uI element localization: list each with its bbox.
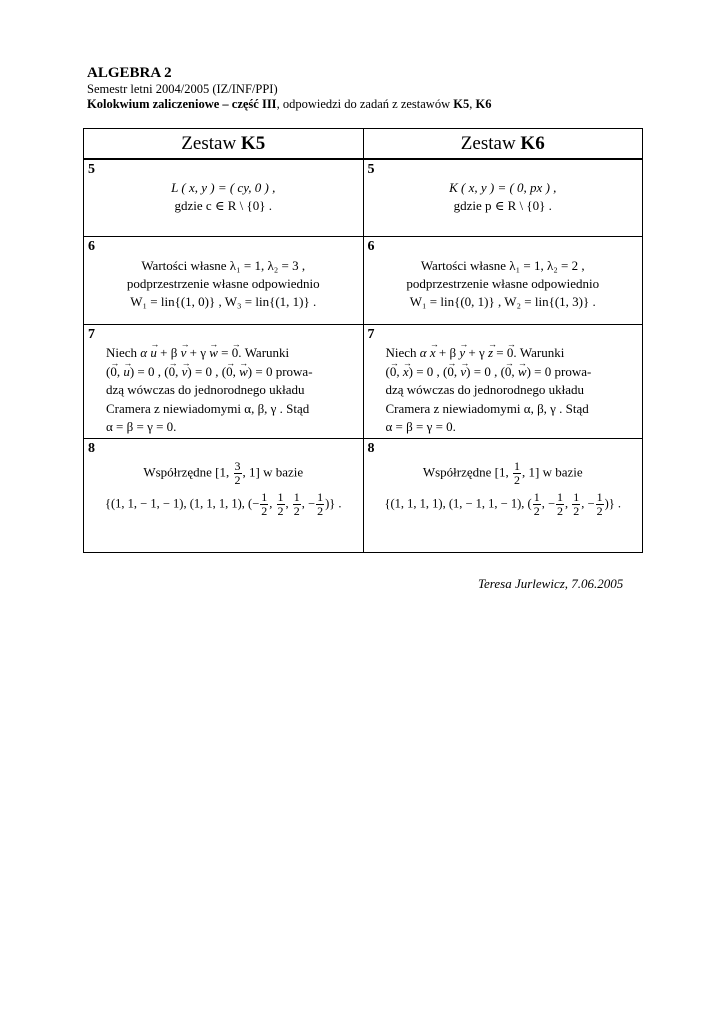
author-signature: Teresa Jurlewicz, 7.06.2005 (478, 576, 624, 591)
course-title: ALGEBRA 2 (87, 65, 172, 81)
answer-k6-task8 (363, 439, 643, 553)
task-number: 8 (367, 441, 375, 456)
answer-k6-task7 (363, 325, 643, 439)
task-row-5 (84, 159, 643, 237)
basis-line: {(1, 1, 1, 1), (1, − 1, 1, − 1), ( $\frac{1}{2}$ , − $\frac{1}{2}$ , $\frac{1}{2}$ , − $\frac{1}{2}$ )} . (384, 490, 621, 518)
answer-line: (→ 0, → u) = 0 , (→ 0, → v) = 0 , (→ 0, → w) = 0 prowa- (106, 363, 355, 382)
fraction: $\frac{3}{2}$ (234, 459, 241, 487)
task-number: 5 (367, 162, 375, 177)
column-header-k5: Zestaw K5 (84, 129, 364, 160)
subtitle-set-b: K6 (475, 97, 492, 111)
answer-line: Niech α → u + β → v + γ → w = → 0. Warunki (106, 344, 355, 363)
task-number: 7 (367, 327, 375, 342)
fraction: $\frac{1}{2}$ (557, 490, 563, 518)
answer-k5-task6 (84, 237, 364, 325)
task-number: 6 (367, 239, 375, 254)
answer-k5-task7 (84, 325, 364, 439)
answer-line: Niech α → x + β → y + γ → z = → 0. Warunki (386, 344, 635, 363)
answer-line: podprzestrzenie własne odpowiednio (126, 276, 320, 291)
semester-line: Semestr letni 2004/2005 (IZ/INF/PPI) (87, 82, 278, 96)
fraction: $\frac{1}{2}$ (533, 490, 540, 518)
task-number: 8 (88, 441, 95, 456)
fraction: $\frac{1}{2}$ (261, 490, 268, 518)
column-header-k6: Zestaw K6 (363, 129, 643, 160)
answer-k5-task8 (84, 439, 364, 553)
task-number: 7 (88, 327, 95, 342)
answer-line: Cramera z niewiadomymi α, β, γ . Stąd (385, 400, 589, 416)
answer-line: α = β = γ = 0. (385, 419, 456, 434)
answer-line: gdzie p ∈ R \ {0} . (453, 198, 552, 213)
answer-k6-task5 (363, 159, 643, 237)
answer-line: (→ 0, → x) = 0 , (→ 0, → v) = 0 , (→ 0, → w) = 0 prowa- (386, 363, 635, 382)
answer-line: K ( x, y ) = ( 0, px ) , (449, 180, 557, 195)
subtitle-rest: , odpowiedzi do zadań z zestawów (276, 97, 454, 111)
answer-line: W₁ = lin{(1, 0)} , W₃ = lin{(1, 1)} . (130, 294, 317, 309)
task-row-6 (84, 237, 643, 325)
document-header (87, 64, 491, 112)
answer-paragraph (364, 344, 643, 437)
answer-line: α = β = γ = 0. (106, 419, 177, 434)
fraction: $\frac{1}{2}$ (573, 490, 580, 518)
task-number: 6 (88, 239, 95, 254)
fraction: $\frac{1}{2}$ (514, 459, 521, 487)
subtitle-set-a: K5 (453, 97, 470, 111)
answer-line: L ( x, y ) = ( cy, 0 ) , (171, 180, 276, 195)
answer-line: dzą wówczas do jednorodnego układu (385, 382, 585, 397)
answer-line: gdzie c ∈ R \ {0} . (174, 198, 273, 213)
answer-line: Wartości własne λ₁ = 1, λ₂ = 2 , (420, 258, 585, 273)
fraction: $\frac{1}{2}$ (277, 490, 284, 518)
subtitle-conj: , (469, 97, 476, 111)
fraction: $\frac{1}{2}$ (317, 490, 324, 518)
basis-line: {(1, 1, − 1, − 1), (1, 1, 1, 1), (− $\frac{1}{2}$ , $\frac{1}{2}$ , $\frac{1}{2}$ , − $\frac{1}{2}$ )} . (105, 490, 342, 518)
fraction: $\frac{1}{2}$ (596, 490, 603, 518)
answer-k6-task6 (363, 237, 643, 325)
answer-line: W₁ = lin{(0, 1)} , W₂ = lin{(1, 3)} . (409, 294, 596, 309)
answer-line: Wartości własne λ₁ = 1, λ₂ = 3 , (141, 258, 306, 273)
task-number: 5 (88, 162, 95, 177)
task-row-7 (84, 325, 643, 439)
answer-k5-task5 (84, 159, 364, 237)
answer-line: dzą wówczas do jednorodnego układu (106, 382, 305, 397)
fraction: $\frac{1}{2}$ (293, 490, 300, 518)
coordinates-line: Współrzędne [1, $\frac{1}{2}$ , 1] w bazie (422, 459, 583, 487)
subtitle-line (87, 97, 491, 112)
answers-table (83, 128, 643, 553)
table-header-row (84, 129, 643, 160)
coordinates-line: Współrzędne [1, $\frac{3}{2}$ , 1] w bazie (143, 459, 304, 487)
task-row-8 (84, 439, 643, 553)
subtitle-bold: Kolokwium zaliczeniowe – część III (87, 97, 277, 111)
answer-line: Cramera z niewiadomymi α, β, γ . Stąd (106, 400, 310, 416)
answer-paragraph (84, 344, 363, 437)
answer-line: podprzestrzenie własne odpowiednio (406, 276, 600, 291)
